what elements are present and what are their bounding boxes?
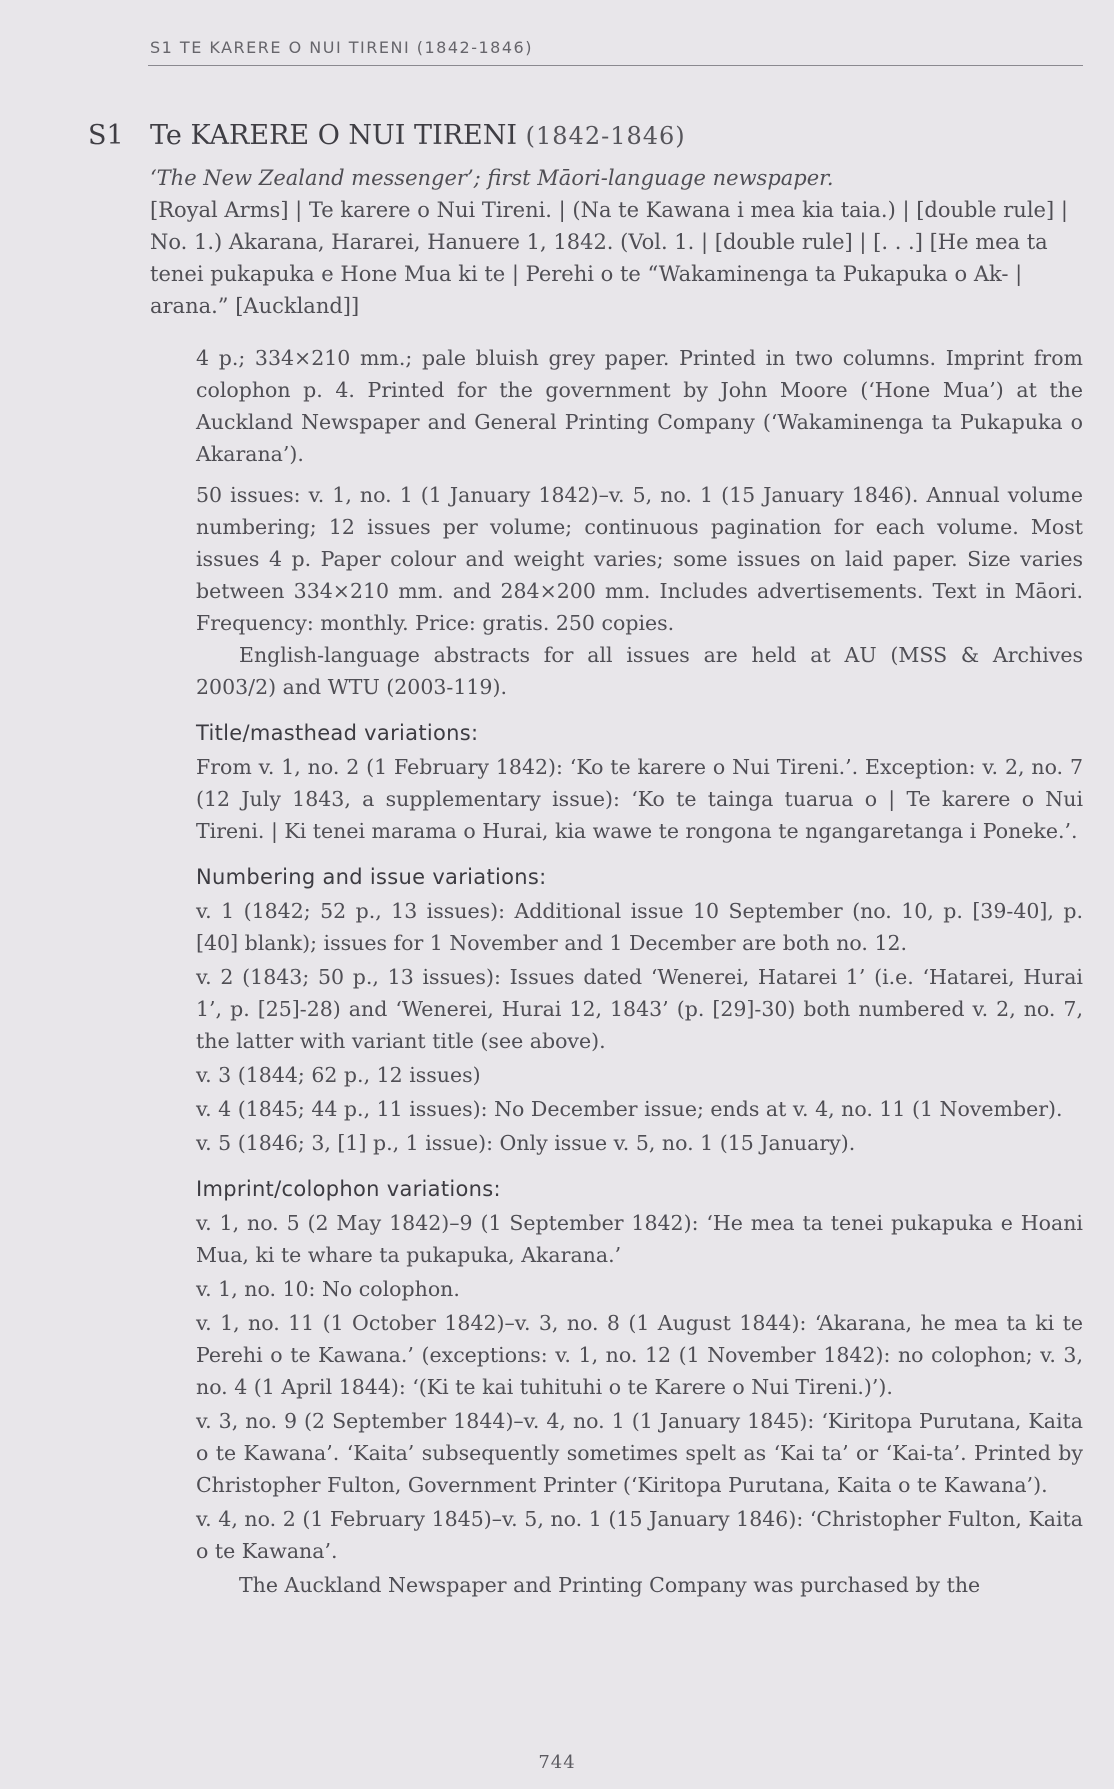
numbering-variations-heading: Numbering and issue variations:	[196, 865, 547, 889]
title-variations-text: From v. 1, no. 2 (1 February 1842): ‘Ko te karere o Nui Tireni.’. Exception: v. 2, no. 7 (12 July 1843, a supplementary issue): ‘Ko te tainga tuarua o | Te karere o Nui Tireni. | Ki tenei marama o Hurai, kia wawe te rongona te ngangaretanga i Poneke.’.	[196, 755, 1083, 843]
entry-title-line	[150, 120, 686, 151]
title-variations-heading: Title/masthead variations:	[196, 721, 479, 745]
list-item: v. 1, no. 11 (1 October 1842)–v. 3, no. 8 (1 August 1844): ‘Akarana, he mea ta ki te Perehi o te Kawana.’ (exceptions: v. 1, no. 12 (1 November 1842): no colophon; v. 3, no. 4 (1 April 1844): ‘(Ki te kai tuhituhi o te Karere o Nui Tireni.)’).	[196, 1311, 1083, 1399]
closing-paragraph: The Auckland Newspaper and Printing Company was purchased by the	[239, 1573, 981, 1597]
entry-title: Te KARERE O NUI TIRENI	[150, 120, 518, 151]
running-head: S1 TE KARERE O NUI TIRENI (1842-1846)	[150, 38, 533, 57]
list-item: v. 5 (1846; 3, [1] p., 1 issue): Only issue v. 5, no. 1 (15 January).	[196, 1131, 856, 1155]
entry-code: S1	[88, 120, 124, 151]
list-item: v. 3, no. 9 (2 September 1844)–v. 4, no. 1 (1 January 1845): ‘Kiritopa Purutana, Kaita o te Kawana’. ‘Kaita’ subsequently sometimes spelt as ‘Kai ta’ or ‘Kai-ta’. Printed by Christopher Fulton, Government Printer (‘Kiritopa Purutana, Kaita o te Kawana’).	[196, 1409, 1083, 1497]
entry-description	[150, 162, 1085, 322]
abstracts-paragraph: English-language abstracts for all issues are held at AU (MSS & Archives 2003/2) and WTU (2003-119).	[196, 643, 1083, 699]
header-rule	[148, 65, 1083, 66]
entry-transcription: [Royal Arms] | Te karere o Nui Tireni. | (Na te Kawana i mea kia taia.) | [double rule] | No. 1.) Akarana, Hararei, Hanuere 1, 1842. (Vol. 1. | [double rule] | [. . .] [He mea ta tenei pukapuka e Hone Mua ki te | Perehi o te “Wakaminenga ta Pukapuka o Ak- | arana.” [Auckland]]	[150, 198, 1068, 318]
entry-translation: ‘The New Zealand messenger’; first Māori-language newspaper.	[150, 166, 834, 190]
list-item: v. 1 (1842; 52 p., 13 issues): Additional issue 10 September (no. 10, p. [39-40], p. [40] blank); issues for 1 November and 1 December are both no. 12.	[196, 899, 1083, 955]
list-item: v. 2 (1843; 50 p., 13 issues): Issues dated ‘Wenerei, Hatarei 1’ (i.e. ‘Hatarei, Hurai 1’, p. [25]-28) and ‘Wenerei, Hurai 12, 1843’ (p. [29]-30) both numbered v. 2, no. 7, the latter with variant title (see above).	[196, 965, 1083, 1053]
imprint-variations-heading: Imprint/colophon variations:	[196, 1177, 501, 1201]
page-number: 744	[538, 1752, 576, 1773]
list-item: v. 1, no. 10: No colophon.	[196, 1277, 460, 1301]
physical-description: 4 p.; 334×210 mm.; pale bluish grey paper. Printed in two columns. Imprint from colophon p. 4. Printed for the government by John Moore (‘Hone Mua’) at the Auckland Newspaper and General Printing Company (‘Wakaminenga ta Pukapuka o Akarana’).	[196, 346, 1083, 466]
entry-body	[196, 342, 1083, 1610]
list-item: v. 4, no. 2 (1 February 1845)–v. 5, no. 1 (15 January 1846): ‘Christopher Fulton, Kaita o te Kawana’.	[196, 1507, 1083, 1563]
issues-paragraph: 50 issues: v. 1, no. 1 (1 January 1842)–v. 5, no. 1 (15 January 1846). Annual volume numbering; 12 issues per volume; continuous pagination for each volume. Most issues 4 p. Paper colour and weight varies; some issues on laid paper. Size varies between 334×210 mm. and 284×200 mm. Includes advertisements. Text in Māori. Frequency: monthly. Price: gratis. 250 copies.	[196, 483, 1083, 635]
entry-dates: (1842-1846)	[525, 122, 686, 150]
list-item: v. 4 (1845; 44 p., 11 issues): No December issue; ends at v. 4, no. 11 (1 November).	[196, 1097, 1063, 1121]
list-item: v. 1, no. 5 (2 May 1842)–9 (1 September 1842): ‘He mea ta tenei pukapuka e Hoani Mua, ki te whare ta pukapuka, Akarana.’	[196, 1211, 1083, 1267]
list-item: v. 3 (1844; 62 p., 12 issues)	[196, 1063, 481, 1087]
